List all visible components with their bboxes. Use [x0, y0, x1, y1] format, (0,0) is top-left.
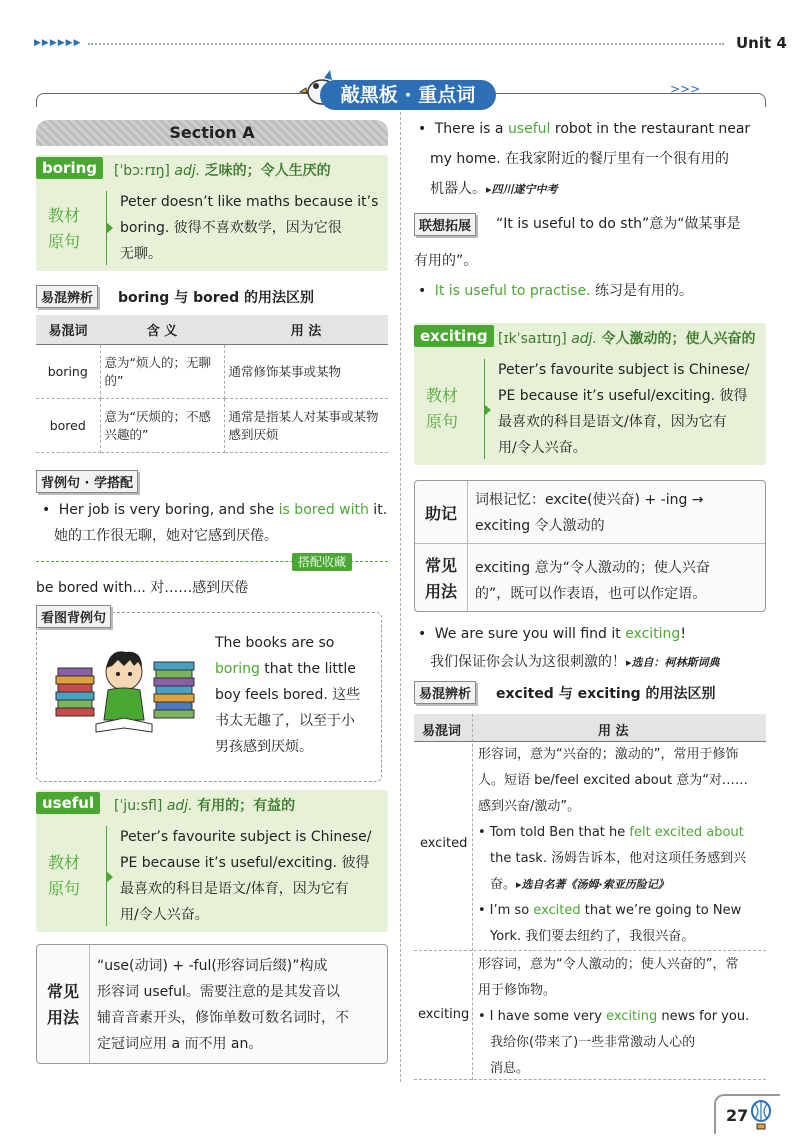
useful-label: 教材 原句 — [48, 853, 81, 898]
boring-meaning: 乏味的；令人生厌的 — [204, 163, 331, 179]
expand-text-1: “It is useful to do sth”意为“做某事是 — [496, 216, 741, 232]
useful-sentence-cn2: 机器人。▸四川遂宁中考 — [430, 181, 558, 197]
exciting-label: 教材 原句 — [426, 386, 459, 431]
source-tag: ▸选自：柯林斯词典 — [626, 656, 720, 669]
useful-sentence-en: • There is a useful robot in the restaurant near — [418, 116, 768, 142]
boring-example: Peter doesn’t like maths because it’s boring. 彼得不喜欢数学，因为它很 无聊。 — [120, 194, 379, 262]
table-row-word: excited — [420, 836, 468, 851]
excited-exciting-table — [414, 714, 766, 1080]
exciting-usage-text: exciting 意为“令人激动的；使人兴奋 的”，既可以作表语，也可以作定语。 — [475, 560, 710, 602]
boring-bored-table — [36, 315, 388, 453]
source-tag: ▸选自名著《汤姆·索亚历险记》 — [516, 878, 669, 891]
column-divider — [400, 112, 401, 1082]
usage-label: 常见 用法 — [47, 982, 80, 1027]
table-header: 用 法 — [224, 315, 388, 345]
phrase: be bored with... 对……感到厌倦 — [36, 580, 249, 596]
usage-label: 常见 用法 — [425, 556, 458, 601]
table-row: boring 意为“烦人的；无聊的” 通常修饰某事或某物 — [36, 345, 388, 399]
table-header: 含 义 — [100, 315, 224, 345]
learn-sentence-cn: 她的工作很无聊，她对它感到厌倦。 — [54, 528, 278, 544]
exciting-phonetic-line: [ɪkˈsaɪtɪŋ] adj. 令人激动的；使人兴奋的 — [498, 331, 756, 347]
exciting-sentence-cn: 我们保证你会认为这很刺激的！▸选自：柯林斯词典 — [430, 654, 720, 670]
exciting-tag: exciting — [414, 325, 494, 347]
learn-label: 背例句 · 学搭配 — [36, 470, 138, 493]
pointer-triangle-icon — [106, 222, 113, 234]
header-arrows: ▶▶▶▶▶▶ — [34, 38, 82, 48]
pointer-triangle-icon — [106, 871, 113, 883]
picture-sentence: The books are so boring that the little boy feels bored. 这些 书太无趣了，以至于小 男孩感到厌烦。 — [215, 635, 361, 755]
exciting-memo-box — [414, 480, 766, 612]
boring-phonetic: [ˈbɔːrɪŋ] — [114, 163, 170, 179]
hot-air-balloon-icon — [750, 1100, 772, 1130]
learn-sentence-en: • Her job is very boring, and she is bored with it. — [42, 497, 392, 523]
useful-sentence-cn: my home. 在我家附近的餐厅里有一个很有用的 — [430, 151, 729, 167]
useful-tag: useful — [36, 792, 100, 814]
confuse-label: 易混辨析 — [414, 681, 476, 704]
boy-with-books-illustration — [50, 640, 202, 740]
page-number-badge — [714, 1094, 780, 1134]
table-header: 易混词 — [422, 724, 462, 739]
confuse-title: excited 与 exciting 的用法区别 — [496, 686, 716, 702]
boring-tag: boring — [36, 157, 103, 179]
exciting-word-card — [414, 323, 766, 465]
useful-phonetic-line: [ˈjuːsfl] adj. 有用的；有益的 — [114, 798, 296, 814]
expand-example: • It is useful to practise. 练习是有用的。 — [418, 278, 693, 304]
boring-phonetic-line — [114, 160, 331, 180]
table-row-word: exciting — [418, 1007, 470, 1022]
confuse-title: boring 与 bored 的用法区别 — [118, 290, 315, 306]
confuse-label: 易混辨析 — [36, 285, 98, 308]
exciting-example: Peter’s favourite subject is Chinese/ PE because it’s useful/exciting. 彼得 最喜欢的科目是语文/体育，因为它有 用/令人兴奋。 — [498, 362, 750, 456]
memo-label: 助记 — [425, 504, 458, 523]
table-row: 形容词，意为“令人激动的；使人兴奋的”，常 用于修饰物。 • I have some very exciting news for you. 我给你(带来了)一些非常激动人心的 消息。 — [478, 952, 764, 1082]
useful-example: Peter’s favourite subject is Chinese/ PE because it’s useful/exciting. 彼得 最喜欢的科目是语文/体育，因为它有 用/令人兴奋。 — [120, 829, 372, 923]
source-tag: ▸四川遂宁中考 — [486, 183, 558, 196]
banner-title: 敲黑板 · 重点词 — [320, 80, 496, 110]
memo-text: 词根记忆：excite(使兴奋) + -ing → exciting 令人激动的 — [475, 492, 704, 534]
pointer-triangle-icon — [484, 404, 491, 416]
table-header: 易混词 — [36, 315, 100, 345]
page-number: 27 — [726, 1106, 749, 1125]
header-dotline — [88, 43, 724, 45]
collect-badge: 搭配收藏 — [292, 553, 352, 571]
picture-label: 看图背例句 — [36, 605, 111, 628]
useful-usage-box — [36, 944, 388, 1064]
expand-text-2: 有用的”。 — [414, 253, 478, 269]
section-a-title: Section A — [36, 120, 388, 146]
expand-label: 联想拓展 — [414, 213, 476, 236]
table-row: bored 意为“厌烦的；不感兴趣的” 通常是指某人对某事或某物感到厌烦 — [36, 399, 388, 453]
unit-label: Unit 4 — [736, 34, 787, 52]
exciting-sentence-en: • We are sure you will find it exciting! — [418, 621, 768, 647]
banner-arrows-right: >>> — [670, 82, 701, 96]
useful-usage-text: “use(动词) + -ful(形容词后缀)”构成 形容词 useful。需要注意的是其发音以 辅音音素开头，修饰单数可数名词时，不 定冠词应用 a 而不用 an。 — [97, 958, 349, 1052]
boring-label: 教材 原句 — [48, 206, 81, 251]
boring-word-card — [36, 155, 388, 271]
table-header: 用 法 — [598, 724, 629, 739]
useful-word-card — [36, 790, 388, 932]
boring-pos: adj. — [174, 163, 201, 179]
table-row: 形容词，意为“兴奋的；激动的”，常用于修饰 人。短语 be/feel excited about 意为“对…… 感到兴奋/激动”。 • Tom told Ben that he felt excited about the task. 汤姆告诉本，他对这项任务感到兴 奋。▸选自名著《汤姆·索亚历险记》 • I’m so excited that we’re going to New York. 我们要去纽约了，我很兴奋。 — [478, 742, 764, 950]
